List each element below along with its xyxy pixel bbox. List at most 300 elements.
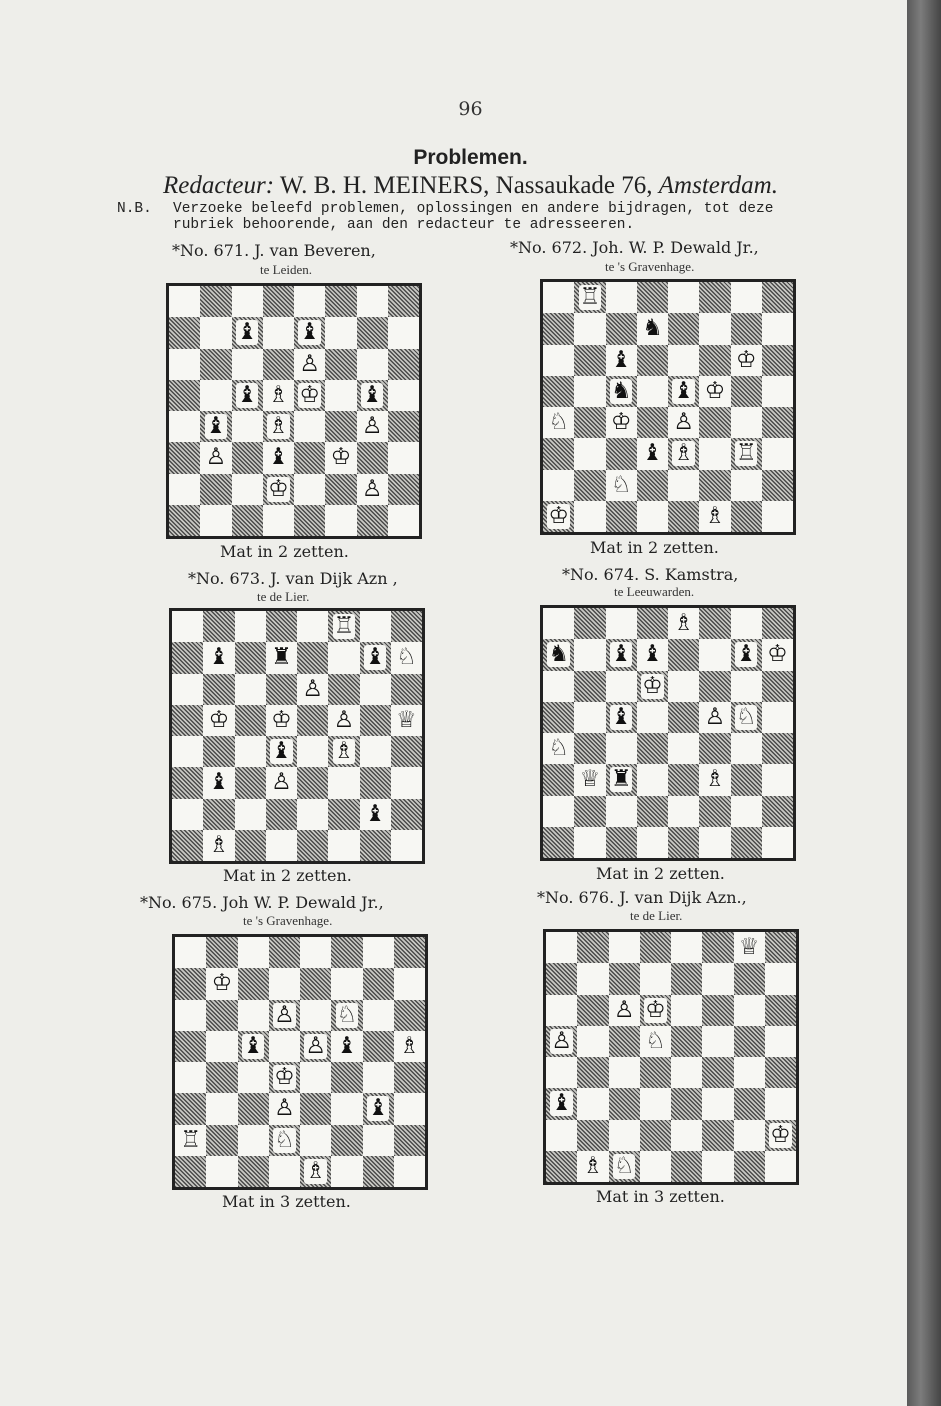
chess-piece-icon xyxy=(699,702,730,733)
board-square xyxy=(331,937,362,968)
board-square xyxy=(206,1156,237,1187)
chess-piece-icon xyxy=(606,639,637,670)
board-square xyxy=(640,1151,671,1182)
board-square xyxy=(297,611,328,642)
chess-piece-icon xyxy=(266,736,297,767)
board-square xyxy=(762,407,793,438)
board-square xyxy=(300,937,331,968)
chess-piece-glyph: ♔ xyxy=(735,346,757,373)
board-square xyxy=(546,963,577,994)
board-square xyxy=(637,733,668,764)
board-square xyxy=(232,411,263,442)
board-square xyxy=(269,968,300,999)
board-square xyxy=(175,1062,206,1093)
chess-piece-glyph: ♝ xyxy=(364,644,386,671)
board-square xyxy=(203,611,234,642)
chess-piece-glyph: ♙ xyxy=(274,1095,295,1122)
chess-piece-icon xyxy=(269,1125,300,1156)
board-square xyxy=(671,1120,702,1151)
chess-piece-glyph: ♝ xyxy=(610,346,632,373)
board-square xyxy=(543,608,574,639)
chess-piece-icon xyxy=(391,642,422,673)
chess-piece-icon xyxy=(637,438,668,469)
chess-piece-glyph: ♘ xyxy=(396,644,417,671)
board-square xyxy=(235,799,266,830)
board-square xyxy=(606,733,637,764)
board-square xyxy=(543,282,574,313)
board-square xyxy=(574,501,605,532)
board-square xyxy=(357,505,388,536)
board-square xyxy=(266,830,297,861)
chess-piece-glyph: ♗ xyxy=(333,738,355,765)
chess-piece-icon xyxy=(325,442,356,473)
board-square xyxy=(363,937,394,968)
chess-board-676 xyxy=(543,929,799,1185)
board-square xyxy=(360,736,391,767)
chess-piece-glyph: ♙ xyxy=(299,350,320,377)
board-square xyxy=(574,345,605,376)
board-square xyxy=(668,501,699,532)
chess-board-673 xyxy=(169,608,425,864)
board-square xyxy=(203,799,234,830)
board-square xyxy=(238,1062,269,1093)
board-square xyxy=(671,1057,702,1088)
chess-piece-glyph: ♝ xyxy=(208,644,230,671)
board-square xyxy=(238,1000,269,1031)
board-square xyxy=(765,963,796,994)
board-square xyxy=(391,736,422,767)
chess-piece-glyph: ♗ xyxy=(673,440,694,467)
board-square xyxy=(363,968,394,999)
board-square xyxy=(232,505,263,536)
chess-piece-glyph: ♙ xyxy=(274,1001,295,1028)
chess-piece-icon xyxy=(203,767,234,798)
board-square xyxy=(731,733,762,764)
board-square xyxy=(671,963,702,994)
chess-piece-icon xyxy=(328,736,359,767)
chess-piece-glyph: ♝ xyxy=(551,1090,572,1117)
board-square xyxy=(200,380,231,411)
chess-piece-glyph: ♖ xyxy=(735,440,757,467)
board-square xyxy=(169,349,200,380)
chess-piece-icon xyxy=(357,474,388,505)
board-square xyxy=(702,1088,733,1119)
chess-piece-glyph: ♔ xyxy=(299,381,320,408)
board-square xyxy=(200,474,231,505)
chess-piece-glyph: ♝ xyxy=(236,381,258,408)
board-square xyxy=(360,705,391,736)
board-square xyxy=(328,767,359,798)
board-square xyxy=(297,799,328,830)
board-square xyxy=(637,282,668,313)
board-square xyxy=(699,313,730,344)
board-square xyxy=(331,1125,362,1156)
problem-number: *No. 671. xyxy=(172,241,250,260)
chess-piece-icon xyxy=(266,767,297,798)
chess-piece-glyph: ♝ xyxy=(268,444,289,471)
board-square xyxy=(574,313,605,344)
board-square xyxy=(699,671,730,702)
board-square xyxy=(668,796,699,827)
book-spine xyxy=(907,0,941,1406)
board-square xyxy=(203,674,234,705)
chess-piece-icon xyxy=(360,799,391,830)
board-square xyxy=(388,505,419,536)
board-square xyxy=(269,937,300,968)
chess-piece-icon xyxy=(269,1093,300,1124)
problem-header-671 xyxy=(172,241,376,260)
chess-piece-icon xyxy=(637,671,668,702)
board-square xyxy=(671,1151,702,1182)
board-square xyxy=(668,345,699,376)
chess-piece-glyph: ♗ xyxy=(399,1032,420,1059)
board-square xyxy=(235,830,266,861)
board-square xyxy=(325,505,356,536)
editor-city: Amsterdam. xyxy=(658,172,778,199)
chess-piece-icon xyxy=(543,639,574,670)
board-square xyxy=(235,642,266,673)
board-square xyxy=(731,313,762,344)
board-square xyxy=(731,501,762,532)
problem-header-673 xyxy=(188,569,398,588)
chess-piece-glyph: ♙ xyxy=(305,1032,326,1059)
editor-label: Redacteur: xyxy=(163,172,275,199)
chess-piece-glyph: ♞ xyxy=(642,315,663,342)
chess-piece-icon xyxy=(577,1151,608,1182)
board-square xyxy=(546,932,577,963)
chess-piece-glyph: ♝ xyxy=(271,738,292,765)
chess-piece-icon xyxy=(637,639,668,670)
board-square xyxy=(206,1125,237,1156)
board-square xyxy=(388,474,419,505)
board-square xyxy=(294,442,325,473)
chess-piece-glyph: ♕ xyxy=(579,766,601,793)
board-square xyxy=(238,1125,269,1156)
board-square xyxy=(702,1026,733,1057)
board-square xyxy=(574,407,605,438)
board-square xyxy=(391,674,422,705)
chess-piece-glyph: ♝ xyxy=(205,413,227,440)
board-square xyxy=(734,995,765,1026)
board-square xyxy=(734,963,765,994)
board-square xyxy=(637,608,668,639)
chess-piece-icon xyxy=(203,705,234,736)
chess-piece-icon xyxy=(391,705,422,736)
chess-piece-glyph: ♘ xyxy=(735,703,757,730)
chess-piece-glyph: ♝ xyxy=(364,800,386,827)
board-square xyxy=(206,1093,237,1124)
board-square xyxy=(238,937,269,968)
board-square xyxy=(577,1026,608,1057)
board-square xyxy=(172,674,203,705)
problem-author: J. van Dijk Azn., xyxy=(619,888,747,907)
chess-board-674 xyxy=(540,605,796,861)
board-square xyxy=(175,1000,206,1031)
chess-piece-icon xyxy=(640,995,671,1026)
board-square xyxy=(699,639,730,670)
board-square xyxy=(671,932,702,963)
board-square xyxy=(394,1125,425,1156)
chess-piece-glyph: ♝ xyxy=(673,377,694,404)
board-square xyxy=(546,995,577,1026)
board-square xyxy=(360,674,391,705)
board-square xyxy=(640,963,671,994)
chess-piece-icon xyxy=(668,376,699,407)
chess-piece-glyph: ♔ xyxy=(767,641,788,668)
board-square xyxy=(765,932,796,963)
board-square xyxy=(734,1057,765,1088)
chess-piece-icon xyxy=(734,932,765,963)
chess-piece-glyph: ♗ xyxy=(704,766,726,793)
board-square xyxy=(394,968,425,999)
chess-piece-glyph: ♜ xyxy=(610,766,632,793)
board-square xyxy=(388,317,419,348)
problem-header-672 xyxy=(510,238,759,257)
board-square xyxy=(699,827,730,858)
board-square xyxy=(238,1156,269,1187)
chess-piece-glyph: ♔ xyxy=(610,409,632,436)
board-square xyxy=(668,313,699,344)
board-square xyxy=(765,1151,796,1182)
board-square xyxy=(175,937,206,968)
board-square xyxy=(169,317,200,348)
board-square xyxy=(577,1088,608,1119)
board-square xyxy=(609,1088,640,1119)
board-square xyxy=(702,963,733,994)
board-square xyxy=(731,827,762,858)
chess-piece-icon xyxy=(699,376,730,407)
board-square xyxy=(734,1026,765,1057)
board-square xyxy=(637,470,668,501)
board-square xyxy=(388,349,419,380)
chess-piece-icon xyxy=(175,1125,206,1156)
board-square xyxy=(232,349,263,380)
board-square xyxy=(699,345,730,376)
board-square xyxy=(363,1125,394,1156)
board-square xyxy=(175,1156,206,1187)
board-square xyxy=(391,799,422,830)
board-square xyxy=(294,286,325,317)
board-square xyxy=(328,799,359,830)
board-square xyxy=(543,827,574,858)
board-square xyxy=(325,286,356,317)
board-square xyxy=(699,796,730,827)
board-square xyxy=(702,932,733,963)
chess-piece-icon xyxy=(300,1031,331,1062)
board-square xyxy=(702,1120,733,1151)
problem-caption: Mat in 2 zetten. xyxy=(596,864,725,883)
board-square xyxy=(762,671,793,702)
chess-piece-glyph: ♔ xyxy=(211,970,233,997)
board-square xyxy=(765,1088,796,1119)
board-square xyxy=(606,438,637,469)
chess-piece-glyph: ♔ xyxy=(271,706,292,733)
chess-piece-glyph: ♜ xyxy=(271,644,292,671)
chess-piece-icon xyxy=(263,380,294,411)
problem-number: *No. 672. xyxy=(510,238,588,257)
board-square xyxy=(363,1062,394,1093)
board-square xyxy=(734,1120,765,1151)
board-square xyxy=(238,1093,269,1124)
chess-piece-glyph: ♔ xyxy=(642,672,663,699)
chess-piece-glyph: ♕ xyxy=(396,706,417,733)
chess-piece-icon xyxy=(297,674,328,705)
chess-piece-icon xyxy=(328,611,359,642)
board-square xyxy=(702,995,733,1026)
chess-piece-glyph: ♖ xyxy=(180,1126,201,1153)
board-square xyxy=(762,438,793,469)
chess-piece-icon xyxy=(266,642,297,673)
board-square xyxy=(388,380,419,411)
board-square xyxy=(266,611,297,642)
chess-piece-icon xyxy=(331,1031,362,1062)
board-square xyxy=(172,611,203,642)
board-square xyxy=(325,380,356,411)
board-square xyxy=(300,968,331,999)
board-square xyxy=(668,702,699,733)
board-square xyxy=(609,1057,640,1088)
board-square xyxy=(269,1031,300,1062)
problem-header-676 xyxy=(537,888,747,907)
board-square xyxy=(325,349,356,380)
board-square xyxy=(606,282,637,313)
board-square xyxy=(637,764,668,795)
chess-board-671 xyxy=(166,283,422,539)
board-square xyxy=(762,702,793,733)
board-square xyxy=(357,286,388,317)
chess-piece-glyph: ♙ xyxy=(205,444,227,471)
chess-piece-glyph: ♕ xyxy=(738,934,760,961)
chess-piece-glyph: ♙ xyxy=(704,703,726,730)
board-square xyxy=(169,505,200,536)
board-square xyxy=(263,349,294,380)
board-square xyxy=(577,1057,608,1088)
chess-piece-icon xyxy=(232,380,263,411)
board-square xyxy=(765,995,796,1026)
board-square xyxy=(668,470,699,501)
chess-piece-glyph: ♙ xyxy=(361,413,383,440)
chess-piece-icon xyxy=(203,830,234,861)
board-square xyxy=(172,705,203,736)
board-square xyxy=(762,608,793,639)
board-square xyxy=(388,286,419,317)
board-square xyxy=(297,705,328,736)
board-square xyxy=(206,1062,237,1093)
board-square xyxy=(543,470,574,501)
section-title: Problemen. xyxy=(413,146,528,169)
board-square xyxy=(762,501,793,532)
chess-piece-icon xyxy=(606,376,637,407)
problem-caption: Mat in 2 zetten. xyxy=(220,542,349,561)
chess-piece-icon xyxy=(543,501,574,532)
board-square xyxy=(357,349,388,380)
problem-author: Joh. W. P. Dewald Jr., xyxy=(592,238,759,257)
board-square xyxy=(297,767,328,798)
board-square xyxy=(577,963,608,994)
board-square xyxy=(328,830,359,861)
board-square xyxy=(762,733,793,764)
board-square xyxy=(266,674,297,705)
board-square xyxy=(169,474,200,505)
board-square xyxy=(543,764,574,795)
chess-piece-icon xyxy=(200,411,231,442)
board-square xyxy=(699,733,730,764)
chess-piece-icon xyxy=(543,407,574,438)
chess-piece-glyph: ♘ xyxy=(548,409,569,436)
problem-caption: Mat in 2 zetten. xyxy=(223,866,352,885)
board-square xyxy=(606,501,637,532)
chess-piece-icon xyxy=(300,1156,331,1187)
board-square xyxy=(325,411,356,442)
board-square xyxy=(765,1057,796,1088)
chess-piece-icon xyxy=(606,702,637,733)
chess-piece-icon xyxy=(200,442,231,473)
chess-piece-icon xyxy=(574,282,605,313)
board-square xyxy=(765,1026,796,1057)
board-square xyxy=(609,932,640,963)
board-square xyxy=(668,764,699,795)
chess-piece-glyph: ♝ xyxy=(336,1032,358,1059)
board-square xyxy=(394,937,425,968)
note-label: N.B. xyxy=(117,201,152,217)
board-square xyxy=(206,1031,237,1062)
board-square xyxy=(300,1093,331,1124)
board-square xyxy=(200,286,231,317)
chess-piece-icon xyxy=(731,702,762,733)
board-square xyxy=(206,937,237,968)
board-square xyxy=(391,767,422,798)
board-square xyxy=(297,642,328,673)
chess-piece-glyph: ♙ xyxy=(613,996,635,1023)
board-square xyxy=(637,345,668,376)
note-text: Verzoeke beleefd problemen, oplossingen en andere bijdragen, tot deze rubriek behoorende, aan den redacteur te adresseeren. xyxy=(173,201,774,233)
chess-piece-icon xyxy=(269,1000,300,1031)
board-square xyxy=(640,1057,671,1088)
chess-piece-glyph: ♖ xyxy=(333,613,355,640)
board-square xyxy=(325,474,356,505)
board-square xyxy=(606,827,637,858)
board-square xyxy=(546,1057,577,1088)
board-square xyxy=(203,736,234,767)
chess-piece-icon xyxy=(263,442,294,473)
chess-piece-icon xyxy=(263,474,294,505)
board-square xyxy=(235,674,266,705)
chess-piece-glyph: ♘ xyxy=(336,1001,358,1028)
chess-piece-icon xyxy=(762,639,793,670)
board-square xyxy=(731,764,762,795)
chess-piece-icon xyxy=(394,1031,425,1062)
board-square xyxy=(699,608,730,639)
board-square xyxy=(300,1062,331,1093)
board-square xyxy=(734,1151,765,1182)
chess-piece-glyph: ♘ xyxy=(548,735,569,762)
board-square xyxy=(640,1088,671,1119)
problem-place: te Leeuwarden. xyxy=(614,584,695,599)
board-square xyxy=(606,671,637,702)
board-square xyxy=(263,286,294,317)
chess-piece-icon xyxy=(203,642,234,673)
chess-piece-icon xyxy=(357,411,388,442)
board-square xyxy=(294,474,325,505)
board-square xyxy=(668,282,699,313)
chess-piece-icon xyxy=(640,1026,671,1057)
board-square xyxy=(360,830,391,861)
chess-piece-glyph: ♖ xyxy=(579,284,601,311)
board-square xyxy=(297,736,328,767)
board-square xyxy=(172,830,203,861)
board-square xyxy=(609,963,640,994)
chess-piece-glyph: ♙ xyxy=(333,706,355,733)
